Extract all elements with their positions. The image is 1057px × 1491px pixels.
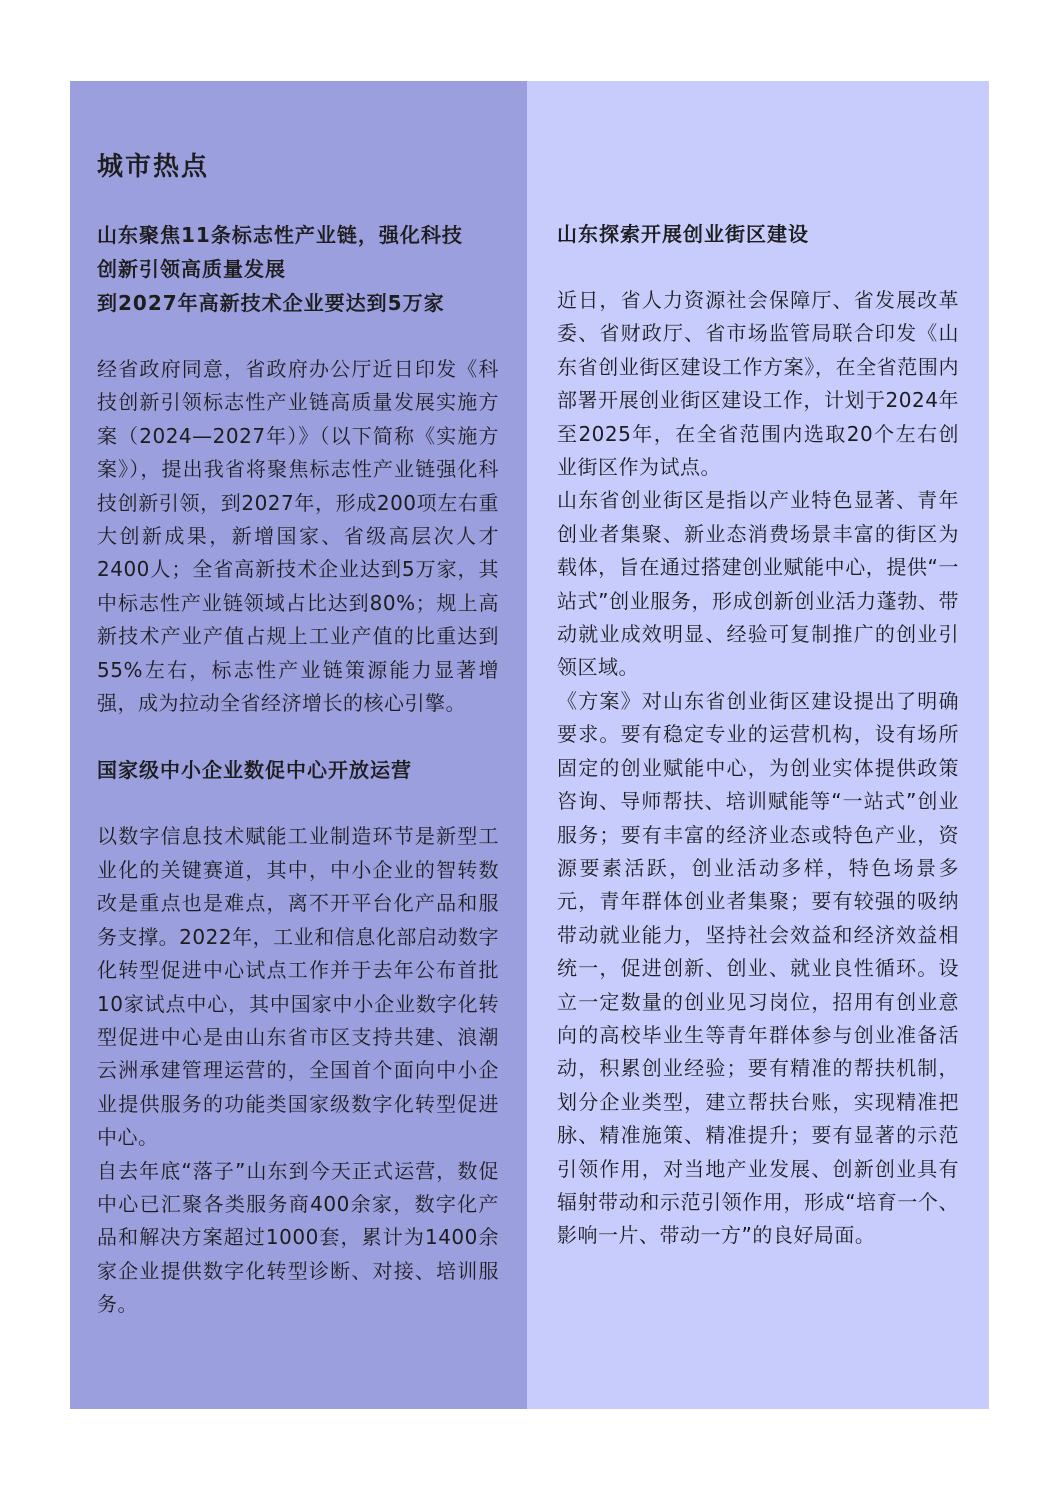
- article-title: [557, 217, 959, 251]
- article-shandong-industry-chains: [97, 218, 499, 720]
- article-paragraph: 自去年底“落子”山东到今天正式运营，数促中心已汇聚各类服务商400余家，数字化产品和解决方案超过1000套，累计为1400余家企业提供数字化转型诊断、对接、培训服务。: [97, 1158, 499, 1317]
- right-column: [527, 81, 989, 1409]
- article-paragraph: 以数字信息技术赋能工业制造环节是新型工业化的关键赛道，其中，中小企业的智转数改是重点也是难点，离不开平台化产品和服务支撑。2022年，工业和信息化部启动数字化转型促进中心试点工作并于去年公布首批10家试点中心，其中国家中小企业数字化转型促进中心是由山东省市区支持共建、浪潮云洲承建管理运营的，全国首个面向中小企业提供服务的功能类国家级数字化转型促进中心。: [97, 824, 499, 1150]
- article-paragraph: 近日，省人力资源社会保障厅、省发展改革委、省财政厅、省市场监管局联合印发《山东省创业街区建设工作方案》，在全省范围内部署开展创业街区建设工作，计划于2024年至2025年，在全省范围内选取20个左右创业街区作为试点。: [557, 288, 959, 480]
- article-title: [97, 753, 499, 787]
- article-title-line: 山东探索开展创业街区建设: [557, 222, 809, 246]
- article-paragraph: 经省政府同意，省政府办公厅近日印发《科技创新引领标志性产业链高质量发展实施方案（2024—2027年）》（以下简称《实施方案》），提出我省将聚焦标志性产业链强化科技创新引领，到2027年，形成200项左右重大创新成果，新增国家、省级高层次人才2400人；全省高新技术企业达到5万家，其中标志性产业链领域占比达到80%；规上高新技术产业产值占规上工业产值的比重达到55%左右，标志性产业链策源能力显著增强，成为拉动全省经济增长的核心引擎。: [97, 357, 499, 716]
- article-title-line: 山东聚焦11条标志性产业链，强化科技: [97, 223, 463, 247]
- article-entrepreneurship-streets: [557, 217, 959, 1253]
- article-paragraph: 山东省创业街区是指以产业特色显著、青年创业者集聚、新业态消费场景丰富的街区为载体，旨在通过搭建创业赋能中心，提供“一站式”创业服务，形成创新创业活力蓬勃、带动就业成效明显、经验可复制推广的创业引领区域。: [557, 488, 959, 680]
- article-sme-digital-center: [97, 753, 499, 1321]
- article-title-line: 创新引领高质量发展: [97, 257, 286, 281]
- article-title: [97, 218, 499, 320]
- left-column: [70, 81, 527, 1409]
- article-title-line: 国家级中小企业数促中心开放运营: [97, 758, 412, 783]
- section-title: 城市热点: [97, 152, 210, 182]
- article-title-line: 到2027年高新技术企业要达到5万家: [97, 291, 445, 315]
- article-paragraph: 《方案》对山东省创业街区建设提出了明确要求。要有稳定专业的运营机构，设有场所固定的创业赋能中心，为创业实体提供政策咨询、导师帮扶、培训赋能等“一站式”创业服务；要有丰富的经济业态或特色产业，资源要素活跃，创业活动多样，特色场景多元，青年群体创业者集聚；要有较强的吸纳带动就业能力，坚持社会效益和经济效益相统一，促进创新、创业、就业良性循环。设立一定数量的创业见习岗位，招用有创业意向的高校毕业生等青年群体参与创业准备活动，积累创业经验；要有精准的帮扶机制，划分企业类型，建立帮扶台账，实现精准把脉、精准施策、精准提升；要有显著的示范引领作用，对当地产业发展、创新创业具有辐射带动和示范引领作用，形成“培育一个、影响一片、带动一方”的良好局面。: [557, 688, 959, 1248]
